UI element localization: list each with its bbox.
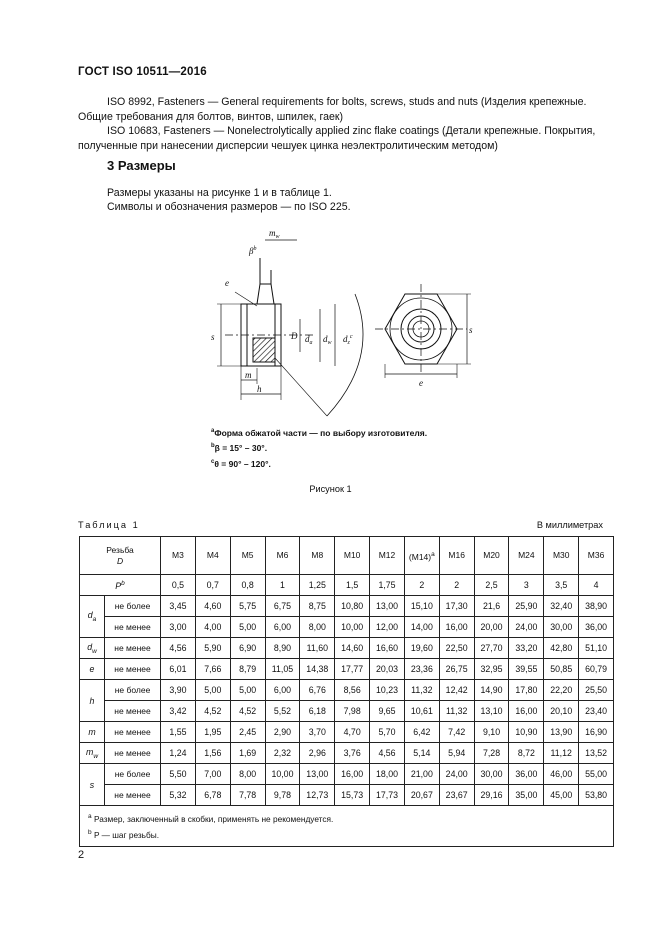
table-value: 13,00 — [370, 596, 405, 617]
dimension-symbol-cell — [80, 764, 105, 806]
table-value: 55,00 — [579, 764, 614, 785]
table-row — [80, 596, 614, 617]
table-value: 4,52 — [230, 701, 265, 722]
table-value: 24,00 — [509, 617, 544, 638]
table-value: 12,00 — [370, 617, 405, 638]
table-value: 51,10 — [579, 638, 614, 659]
pitch-value: 2 — [439, 575, 474, 596]
size-header-cell — [335, 537, 370, 575]
table-value: 20,03 — [370, 659, 405, 680]
table-value: 30,00 — [544, 617, 579, 638]
footnote-mark: b — [88, 828, 92, 836]
section-title: 3 Размеры — [107, 158, 176, 173]
table-value: 9,10 — [474, 722, 509, 743]
table-value: 7,00 — [195, 764, 230, 785]
size-header-cell — [439, 537, 474, 575]
table-value: 38,90 — [579, 596, 614, 617]
table-value: 46,00 — [544, 764, 579, 785]
table-footnotes — [80, 806, 614, 847]
dimension-subscript: a — [92, 615, 97, 623]
table-value: 8,72 — [509, 743, 544, 764]
label-mw: $m_w$ — [269, 228, 280, 240]
table-value: 25,90 — [509, 596, 544, 617]
table-value: 20,67 — [404, 785, 439, 806]
size-header-cell — [195, 537, 230, 575]
table-row — [80, 743, 614, 764]
table-value: 16,90 — [579, 722, 614, 743]
table-value: 35,00 — [509, 785, 544, 806]
table-value: 4,60 — [195, 596, 230, 617]
table-value: 50,85 — [544, 659, 579, 680]
table-header-row — [80, 537, 614, 575]
table-value: 5,90 — [195, 638, 230, 659]
footnote-mark: a — [88, 813, 92, 820]
table-value: 39,55 — [509, 659, 544, 680]
pitch-row — [80, 575, 614, 596]
table-value: 1,69 — [230, 743, 265, 764]
size-header-cell — [265, 537, 300, 575]
size-label: (М14) — [408, 551, 432, 562]
size-label: М6 — [276, 550, 289, 560]
table-value: 27,70 — [474, 638, 509, 659]
table-value: 17,30 — [439, 596, 474, 617]
pitch-value: 3,5 — [544, 575, 579, 596]
dimension-symbol-cell — [80, 722, 105, 743]
reference-2-line1: ISO 10683, Fasteners — Nonelectrolytically applied zinc flake coatings (Детали крепежные. Покрытия, — [107, 125, 596, 137]
dimension-symbol: s — [89, 779, 95, 790]
table-value: 1,24 — [161, 743, 196, 764]
size-label: М24 — [518, 550, 535, 560]
table-value: 60,79 — [579, 659, 614, 680]
thread-section — [253, 338, 275, 362]
dimension-symbol-cell — [80, 638, 105, 659]
size-label: М20 — [483, 550, 500, 560]
table-value: 10,23 — [370, 680, 405, 701]
size-label: М8 — [311, 550, 324, 560]
table-value: 14,60 — [335, 638, 370, 659]
table-value: 3,90 — [161, 680, 196, 701]
table-value: 8,00 — [230, 764, 265, 785]
table-value: 6,76 — [300, 680, 335, 701]
table-value: 18,00 — [370, 764, 405, 785]
table-value: 6,01 — [161, 659, 196, 680]
table-value: 16,00 — [509, 701, 544, 722]
dimension-symbol-cell — [80, 659, 105, 680]
table-value: 4,70 — [335, 722, 370, 743]
table-value: 6,75 — [265, 596, 300, 617]
table-value: 7,98 — [335, 701, 370, 722]
table-value: 3,70 — [300, 722, 335, 743]
label-h: h — [257, 384, 262, 394]
table-row — [80, 617, 614, 638]
table-value: 2,32 — [265, 743, 300, 764]
table-value: 10,61 — [404, 701, 439, 722]
table-value: 15,10 — [404, 596, 439, 617]
table-value: 11,32 — [404, 680, 439, 701]
label-m: m — [245, 370, 252, 380]
limit-label: не более — [105, 764, 161, 785]
label-dz: $d_z^c$ — [343, 334, 353, 346]
table-value: 1,55 — [161, 722, 196, 743]
table-value: 22,20 — [544, 680, 579, 701]
table-value: 3,45 — [161, 596, 196, 617]
table-value: 4,00 — [195, 617, 230, 638]
table-units: В миллиметрах — [536, 520, 603, 530]
table-value: 8,90 — [265, 638, 300, 659]
table-value: 21,00 — [404, 764, 439, 785]
pitch-symbol: P — [115, 580, 122, 591]
dimensions-table — [79, 536, 614, 847]
dimension-symbol: d — [87, 610, 93, 621]
dimension-symbol: e — [89, 664, 95, 674]
label-da: $d_a$ — [305, 334, 313, 346]
table-value: 13,10 — [474, 701, 509, 722]
table-value: 5,00 — [195, 680, 230, 701]
size-header-cell — [161, 537, 196, 575]
table-value: 24,00 — [439, 764, 474, 785]
table-value: 12,42 — [439, 680, 474, 701]
limit-label: не менее — [105, 701, 161, 722]
label-hex-s: s — [469, 325, 473, 335]
table-value: 21,6 — [474, 596, 509, 617]
table-footnotes-row — [80, 806, 614, 847]
table-value: 15,73 — [335, 785, 370, 806]
label-beta: $\beta^b$ — [249, 246, 257, 256]
pitch-value: 1,5 — [335, 575, 370, 596]
reference-2-line2: полученные при нанесении дисперсии чешуек цинка неэлектролитическим методом) — [78, 140, 498, 152]
footnote-text: Размер, заключенный в скобки, применять не рекомендуется. — [93, 813, 334, 824]
table-value: 6,42 — [404, 722, 439, 743]
table-row — [80, 722, 614, 743]
table-value: 14,38 — [300, 659, 335, 680]
section-text-2: Символы и обозначения размеров — по ISO 225. — [107, 201, 351, 213]
limit-label: не более — [105, 680, 161, 701]
table-value: 53,80 — [579, 785, 614, 806]
table-value: 11,12 — [544, 743, 579, 764]
table-value: 25,50 — [579, 680, 614, 701]
table-value: 5,52 — [265, 701, 300, 722]
table-row — [80, 638, 614, 659]
table-value: 23,36 — [404, 659, 439, 680]
table-value: 6,00 — [265, 617, 300, 638]
limit-label: не менее — [105, 638, 161, 659]
figure-caption: Рисунок 1 — [309, 484, 352, 494]
document-header: ГОСТ ISO 10511—2016 — [78, 66, 207, 78]
size-label: М3 — [172, 550, 184, 560]
table-value: 14,90 — [474, 680, 509, 701]
label-s: s — [211, 332, 215, 342]
figure-note-a: $^a$Форма обжатой части — по выбору изготовителя. — [211, 428, 428, 438]
table-value: 1,56 — [195, 743, 230, 764]
table-value: 9,65 — [370, 701, 405, 722]
table-value: 5,14 — [404, 743, 439, 764]
limit-label: не менее — [105, 722, 161, 743]
dimension-symbol: h — [89, 695, 95, 706]
pitch-value: 0,5 — [161, 575, 196, 596]
table-value: 6,00 — [265, 680, 300, 701]
limit-label: не менее — [105, 617, 161, 638]
pitch-value: 0,7 — [195, 575, 230, 596]
table-value: 36,00 — [509, 764, 544, 785]
table-value: 8,00 — [300, 617, 335, 638]
size-label: М10 — [343, 550, 361, 560]
dimension-symbol: d — [87, 641, 93, 652]
footnote-text: P — шаг резьбы. — [93, 829, 160, 840]
table-value: 7,42 — [439, 722, 474, 743]
pitch-value: 2 — [404, 575, 439, 596]
crimped-top — [257, 284, 274, 304]
size-footnote-mark: a — [431, 550, 435, 558]
size-header-cell — [230, 537, 265, 575]
table-value: 16,00 — [335, 764, 370, 785]
size-header-cell — [370, 537, 405, 575]
table-value: 10,00 — [335, 617, 370, 638]
table-value: 6,78 — [195, 785, 230, 806]
dimension-symbol-cell — [80, 743, 105, 764]
dimension-symbol: m — [85, 746, 94, 757]
table-value: 13,90 — [544, 722, 579, 743]
table-value: 12,73 — [300, 785, 335, 806]
size-label: М4 — [206, 550, 219, 560]
limit-label: не менее — [105, 659, 161, 680]
table-value: 1,95 — [195, 722, 230, 743]
table-value: 16,00 — [439, 617, 474, 638]
table-value: 10,90 — [509, 722, 544, 743]
dimension-symbol-cell — [80, 680, 105, 722]
table-value: 20,10 — [544, 701, 579, 722]
size-header-cell — [544, 537, 579, 575]
table-row — [80, 764, 614, 785]
dimension-subscript: w — [92, 647, 97, 655]
table-value: 9,78 — [265, 785, 300, 806]
table-value: 5,00 — [230, 617, 265, 638]
table-value: 7,28 — [474, 743, 509, 764]
pitch-value: 1,25 — [300, 575, 335, 596]
table-value: 17,77 — [335, 659, 370, 680]
reference-1-line2: Общие требования для болтов, винтов, шпилек, гаек) — [78, 111, 344, 123]
table-value: 3,00 — [161, 617, 196, 638]
nut-drawing — [205, 218, 505, 418]
label-P: D — [291, 331, 298, 341]
table-value: 7,78 — [230, 785, 265, 806]
table-value: 10,80 — [335, 596, 370, 617]
table-value: 36,00 — [579, 617, 614, 638]
figure-note-c: $^c$θ = 90° – 120°. — [211, 459, 271, 469]
size-label: М36 — [587, 550, 605, 560]
figure-note-b: $^b$β = 15° – 30°. — [211, 443, 268, 453]
size-header-cell — [404, 537, 439, 575]
table-value: 5,50 — [161, 764, 196, 785]
label-e: e — [225, 278, 229, 288]
dimension-subscript: w — [93, 752, 99, 760]
pitch-value: 1 — [265, 575, 300, 596]
pitch-value: 3 — [509, 575, 544, 596]
table-value: 2,96 — [300, 743, 335, 764]
table-value: 17,80 — [509, 680, 544, 701]
table-value: 30,00 — [474, 764, 509, 785]
table-value: 3,42 — [161, 701, 196, 722]
table-value: 6,90 — [230, 638, 265, 659]
table-value: 5,94 — [439, 743, 474, 764]
size-header-cell — [300, 537, 335, 575]
table-value: 45,00 — [544, 785, 579, 806]
table-value: 2,90 — [265, 722, 300, 743]
table-value: 8,56 — [335, 680, 370, 701]
limit-label: не менее — [105, 785, 161, 806]
limit-label: не менее — [105, 743, 161, 764]
table-value: 5,32 — [161, 785, 196, 806]
table-value: 8,75 — [300, 596, 335, 617]
table-value: 5,75 — [230, 596, 265, 617]
table-row — [80, 701, 614, 722]
table-value: 6,18 — [300, 701, 335, 722]
table-value: 32,95 — [474, 659, 509, 680]
table-value: 22,50 — [439, 638, 474, 659]
pitch-value: 2,5 — [474, 575, 509, 596]
table-row — [80, 659, 614, 680]
table-value: 4,52 — [195, 701, 230, 722]
table-value: 20,00 — [474, 617, 509, 638]
thread-symbol: D — [116, 555, 124, 566]
pitch-value: 4 — [579, 575, 614, 596]
table-value: 23,40 — [579, 701, 614, 722]
page-number: 2 — [78, 849, 85, 861]
table-row — [80, 785, 614, 806]
table-value: 5,70 — [370, 722, 405, 743]
table-value: 14,00 — [404, 617, 439, 638]
table-value: 23,67 — [439, 785, 474, 806]
dimension-symbol: m — [88, 727, 96, 737]
table-value: 11,05 — [265, 659, 300, 680]
table-value: 17,73 — [370, 785, 405, 806]
limit-label: не более — [105, 596, 161, 617]
table-value: 26,75 — [439, 659, 474, 680]
table-footnote — [88, 826, 605, 842]
dimension-symbol-cell — [80, 596, 105, 638]
table-value: 13,52 — [579, 743, 614, 764]
size-label: М5 — [241, 550, 254, 560]
table-value: 2,45 — [230, 722, 265, 743]
table-value: 32,40 — [544, 596, 579, 617]
table-value: 11,60 — [300, 638, 335, 659]
table-value: 4,56 — [161, 638, 196, 659]
table-row — [80, 680, 614, 701]
reference-1-line1: ISO 8992, Fasteners — General requirements for bolts, screws, studs and nuts (Изделия крепежные. — [107, 96, 587, 108]
table-value: 7,66 — [195, 659, 230, 680]
table-value: 29,16 — [474, 785, 509, 806]
size-label: М16 — [448, 550, 465, 560]
label-hex-e: e — [419, 378, 423, 388]
table-value: 10,00 — [265, 764, 300, 785]
pitch-value: 1,75 — [370, 575, 405, 596]
pitch-footnote-mark: b — [121, 579, 125, 587]
size-label: М12 — [378, 550, 396, 560]
table-footnote — [88, 810, 605, 826]
table-value: 33,20 — [509, 638, 544, 659]
table-value: 5,00 — [230, 680, 265, 701]
table-value: 11,32 — [439, 701, 474, 722]
size-label: М30 — [552, 550, 570, 560]
pitch-label-cell — [80, 575, 161, 596]
table-value: 42,80 — [544, 638, 579, 659]
size-header-cell — [579, 537, 614, 575]
table-caption: Таблица 1 — [78, 520, 140, 530]
thread-label: Резьба — [106, 544, 134, 555]
table-value: 13,00 — [300, 764, 335, 785]
size-header-cell — [474, 537, 509, 575]
section-text-1: Размеры указаны на рисунке 1 и в таблице 1. — [107, 187, 332, 199]
table-value: 16,60 — [370, 638, 405, 659]
thread-header-cell — [80, 537, 161, 575]
table-value: 4,56 — [370, 743, 405, 764]
table-value: 3,76 — [335, 743, 370, 764]
pitch-value: 0,8 — [230, 575, 265, 596]
table-value: 19,60 — [404, 638, 439, 659]
label-dw: $d_w$ — [323, 334, 332, 346]
size-header-cell — [509, 537, 544, 575]
table-value: 8,79 — [230, 659, 265, 680]
